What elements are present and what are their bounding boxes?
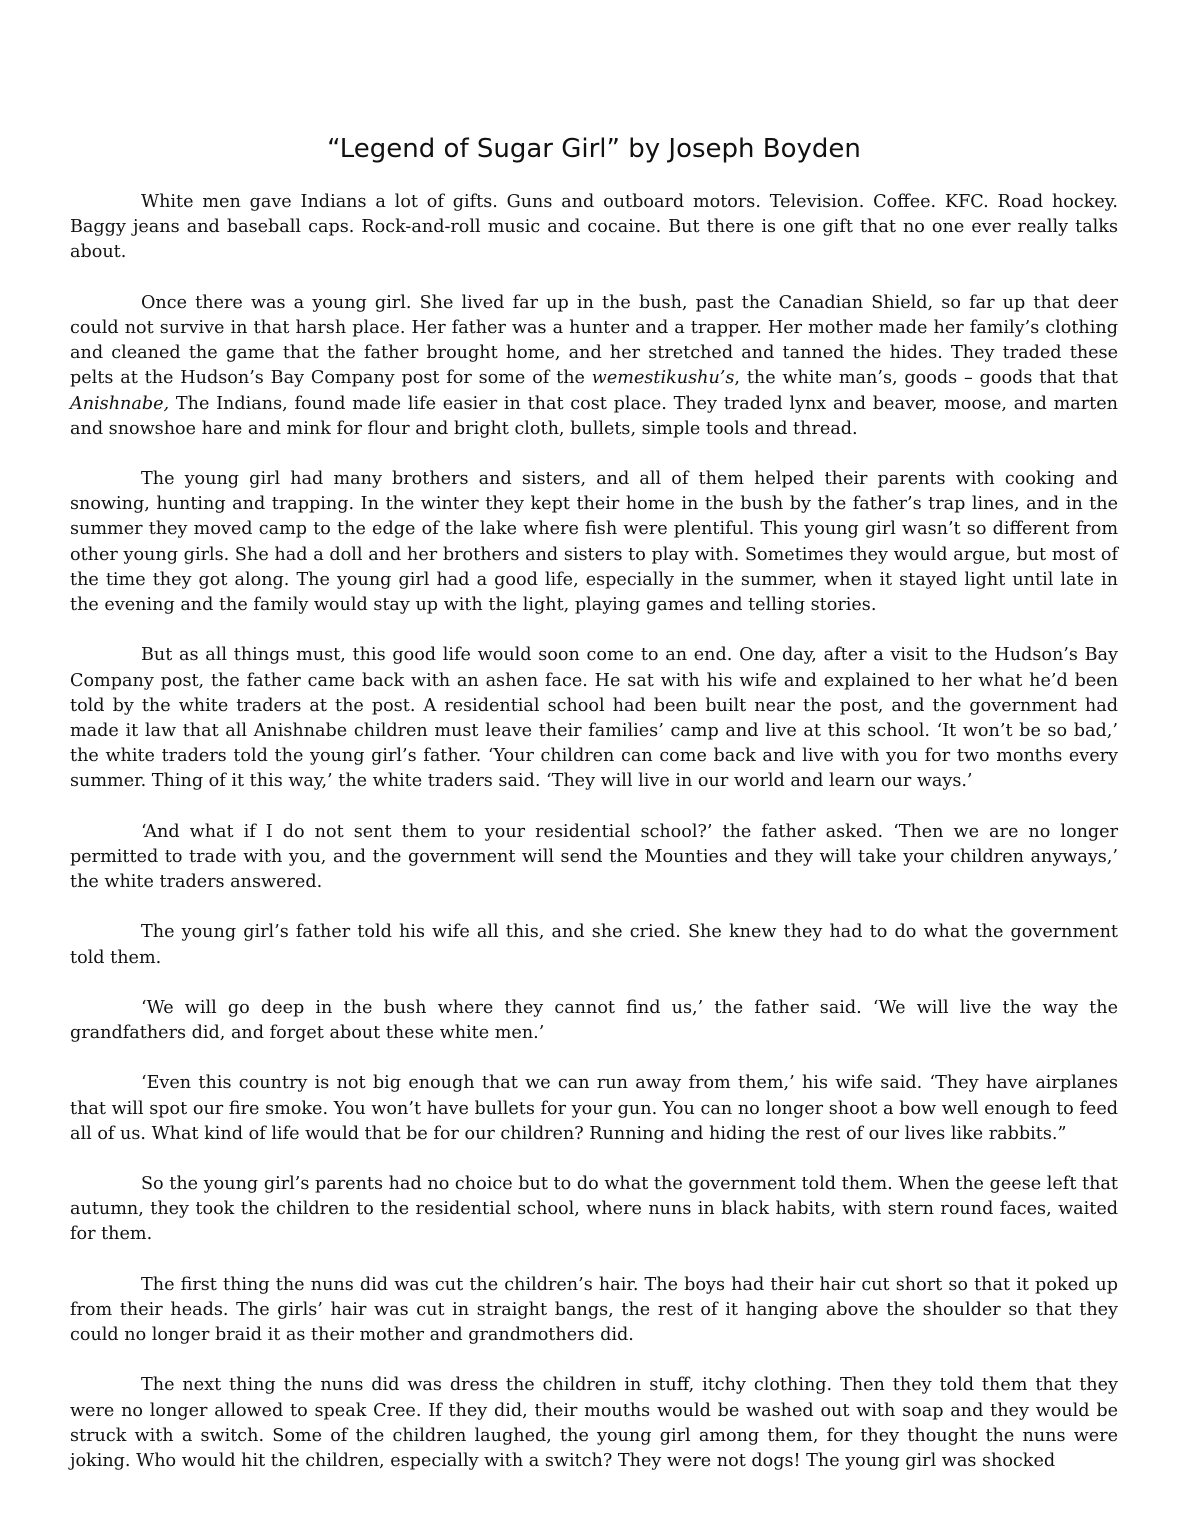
paragraph-text: But as all things must, this good life would soon come to an end. One day, after a visit to the Hudson’s Bay Company post, the father came back with an ashen face. He sat with his wife and explained to her what he’d been told by the white traders at the post. A residential school had been built near the post, and the government had made it law that all Anishnabe children must leave their families’ camp and live at this school. ‘It won’t be so bad,’ the white traders told the young girl’s father. ‘Your children can come back and live with you for two months every summer. Thing of it this way,’ the white traders said. ‘They will live in our world and learn our ways.’ xyxy=(70,645,1118,792)
document-body xyxy=(70,190,1118,1499)
italic-text: Anishnabe, xyxy=(70,393,170,414)
page-title: “Legend of Sugar Girl” by Joseph Boyden xyxy=(327,134,861,164)
paragraph-text: The Indians, found made life easier in that cost place. They traded lynx and beaver, moose, and marten and snowshoe hare and mink for flour and bright cloth, bullets, simple tools and thread. xyxy=(70,393,1118,439)
paragraph-text: ‘Even this country is not big enough that we can run away from them,’ his wife said. ‘They have airplanes that will spot our fire smoke. You won’t have bullets for your gun. You can no longer shoot a bow well enough to feed all of us. What kind of life would that be for our children? Running and hiding the rest of our lives like rabbits.” xyxy=(70,1073,1118,1144)
paragraph xyxy=(70,643,1118,794)
paragraph xyxy=(70,1273,1118,1349)
paragraph-text: ‘And what if I do not sent them to your residential school?’ the father asked. ‘Then we are no longer permitted to trade with you, and the government will send the Mounties and they will take your children anyways,’ the white traders answered. xyxy=(70,821,1118,893)
paragraph-text: The young girl had many brothers and sisters, and all of them helped their parents with cooking and snowing, hunting and trapping. In the winter they kept their home in the bush by the father’s trap lines, and in the summer they moved camp to the edge of the lake where fish were plentiful. This young girl wasn’t so different from other young girls. She had a doll and her brothers and sisters to play with. Sometimes they would argue, but most of the time they got along. The young girl had a good life, especially in the summer, when it stayed light until late in the evening and the family would stay up with the light, playing games and telling stories. xyxy=(70,469,1118,616)
paragraph-text: Once there was a young girl. She lived far up in the bush, past the Canadian Shield, so far up that deer could not survive in that harsh place. Her father was a hunter and a trapper. Her mother made her family’s clothing and cleaned the game that the father brought home, and her stretched and tanned the hides. They traded these pelts at the Hudson’s Bay Company post for some of the xyxy=(70,292,1118,389)
paragraph-text: The young girl’s father told his wife all this, and she cried. She knew they had to do what the government told them. xyxy=(70,922,1118,968)
paragraph-text: So the young girl’s parents had no choice but to do what the government told them. When the geese left that autumn, they took the children to the residential school, where nuns in black habits, with stern round faces, waited for them. xyxy=(70,1174,1118,1245)
paragraph xyxy=(70,820,1118,896)
paragraph-text: The next thing the nuns did was dress the children in stuff, itchy clothing. Then they told them that they were no longer allowed to speak Cree. If they did, their mouths would be washed out with soap and they would be struck with a switch. Some of the children laughed, the young girl among them, for they thought the nuns were joking. Who would hit the children, especially with a switch? They were not dogs! The young girl was shocked xyxy=(70,1375,1118,1472)
paragraph xyxy=(70,920,1118,970)
paragraph xyxy=(70,467,1118,618)
paragraph xyxy=(70,1071,1118,1147)
paragraph xyxy=(70,190,1118,266)
italic-text: wemestikushu’s xyxy=(591,368,735,389)
document-page xyxy=(70,0,1118,1540)
paragraph xyxy=(70,996,1118,1046)
paragraph xyxy=(70,1373,1118,1474)
paragraph xyxy=(70,291,1118,442)
paragraph-text: , the white man’s, goods – goods that that xyxy=(734,368,1118,389)
paragraph-text: The first thing the nuns did was cut the children’s hair. The boys had their hair cut short so that it poked up from their heads. The girls’ hair was cut in straight bangs, the rest of it hanging above the shoulder so that they could no longer braid it as their mother and grandmothers did. xyxy=(70,1274,1118,1346)
paragraph-text: White men gave Indians a lot of gifts. Guns and outboard motors. Television. Coffee. KFC. Road hockey. Baggy jeans and baseball caps. Rock-and-roll music and cocaine. But there is one gift that no one ever really talks about. xyxy=(70,192,1118,263)
paragraph xyxy=(70,1172,1118,1248)
paragraph-text: ‘We will go deep in the bush where they cannot find us,’ the father said. ‘We will live the way the grandfathers did, and forget about these white men.’ xyxy=(70,997,1118,1044)
